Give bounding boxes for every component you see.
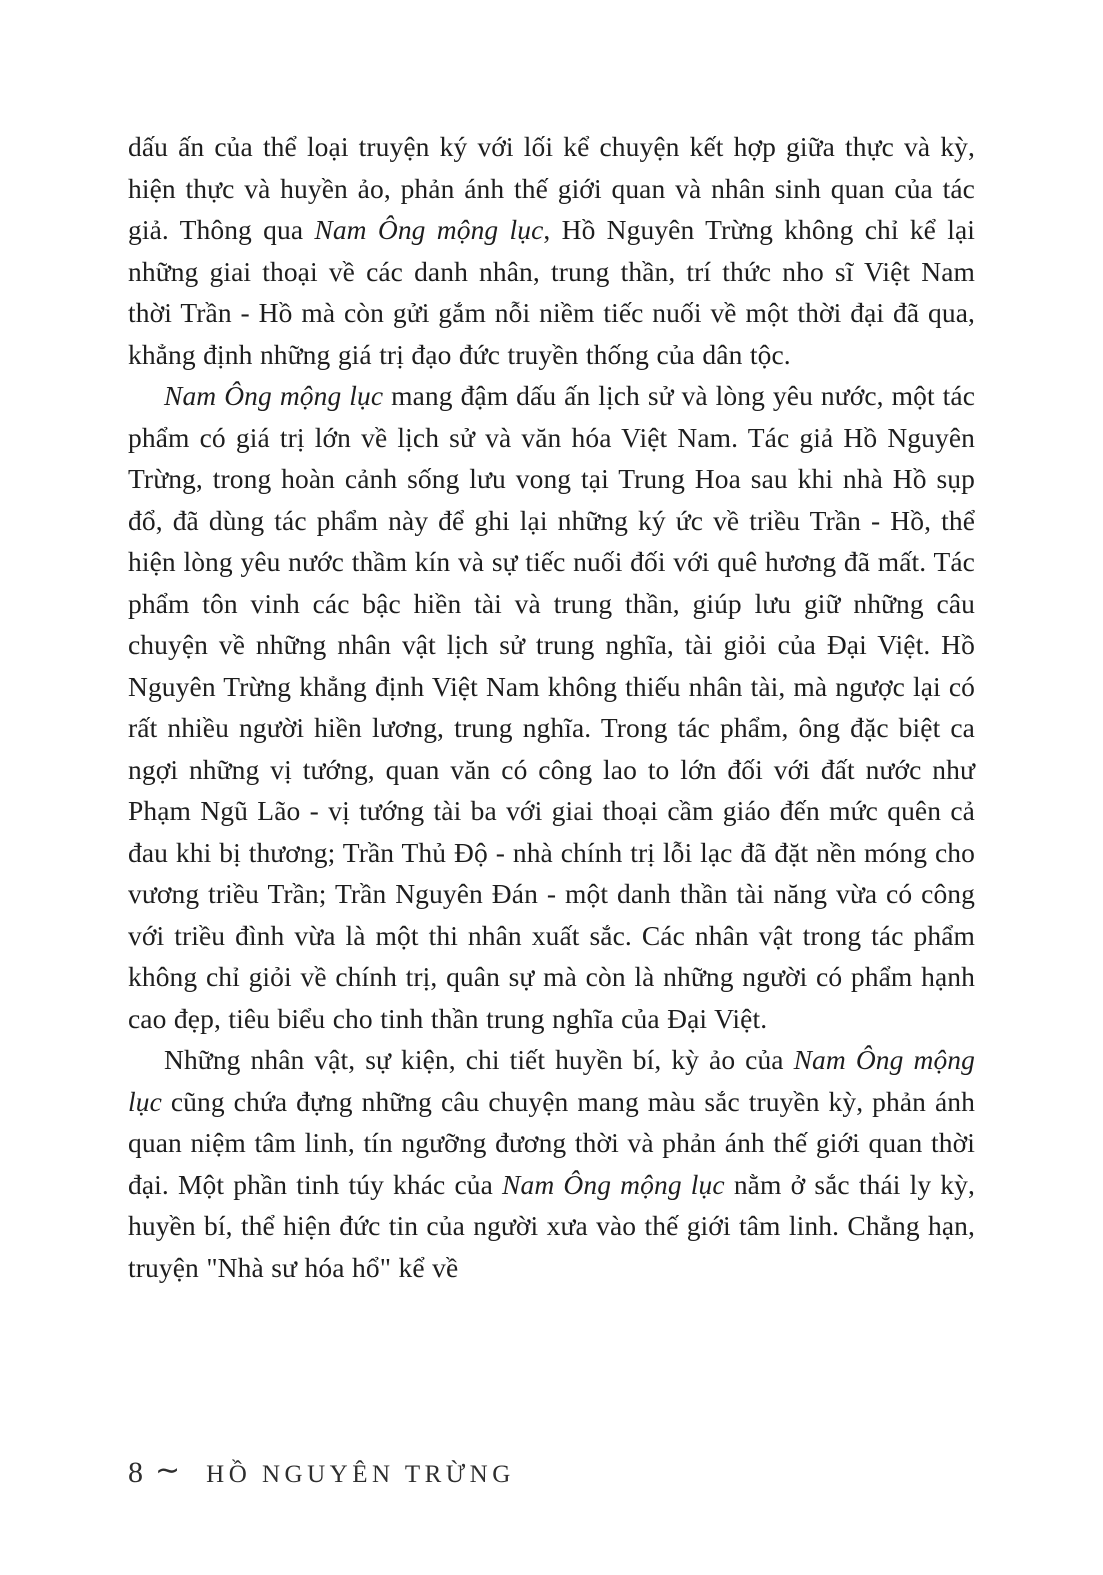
text-segment: dấu ấn của thể loại truyện ký với lối kể chuyện kết hợp giữa thực và kỳ, hiện thực và huyền ảo, phản ánh thế giới quan và nhân sinh quan của tác giả. Thông qua: [128, 131, 975, 245]
book-title-italic: Nam Ông mộng lục: [164, 380, 384, 411]
text-segment: mang đậm dấu ấn lịch sử và lòng yêu nước, một tác phẩm có giá trị lớn về lịch sử và văn hóa Việt Nam. Tác giả Hồ Nguyên Trừng, trong hoàn cảnh sống lưu vong tại Trung Hoa sau khi nhà Hồ sụp đổ, đã dùng tác phẩm này để ghi lại những ký ức về triều Trần - Hồ, thể hiện lòng yêu nước thầm kín và sự tiếc nuối đối với quê hương đã mất. Tác phẩm tôn vinh các bậc hiền tài và trung thần, giúp lưu giữ những câu chuyện về những nhân vật lịch sử trung nghĩa, tài giỏi của Đại Việt. Hồ Nguyên Trừng khẳng định Việt Nam không thiếu nhân tài, mà ngược lại có rất nhiều người hiền lương, trung nghĩa. Trong tác phẩm, ông đặc biệt ca ngợi những vị tướng, quan văn có công lao to lớn đối với đất nước như Phạm Ngũ Lão - vị tướng tài ba với giai thoại cầm giáo đến mức quên cả đau khi bị thương; Trần Thủ Độ - nhà chính trị lỗi lạc đã đặt nền móng cho vương triều Trần; Trần Nguyên Đán - một danh thần tài năng vừa có công với triều đình vừa là một thi nhân xuất sắc. Các nhân vật trong tác phẩm không chỉ giỏi về chính trị, quân sự mà còn là những người có phẩm hạnh cao đẹp, tiêu biểu cho tinh thần trung nghĩa của Đại Việt.: [128, 380, 975, 1034]
text-block: [128, 0, 975, 1288]
text-segment: Những nhân vật, sự kiện, chi tiết huyền bí, kỳ ảo của: [164, 1044, 794, 1075]
text-segment: nằm ở sắc thái ly kỳ, huyền bí, thể hiện đức tin của người xưa vào thế giới tâm linh. Chẳng hạn, truyện "Nhà sư hóa hổ" kể về: [128, 1168, 975, 1283]
page-number: 8: [128, 1456, 143, 1489]
text-segment: cũng chứa đựng những câu chuyện mang màu sắc truyền kỳ, phản ánh quan niệm tâm linh, tín ngưỡng đương thời và phản ánh thế giới quan thời đại. Một phần tinh túy khác của: [128, 1085, 975, 1200]
running-title: HỒ NGUYÊN TRỪNG: [206, 1461, 515, 1488]
swash-separator-icon: ∼: [155, 1453, 181, 1488]
paragraph: [128, 126, 975, 375]
text-segment: , Hồ Nguyên Trừng không chỉ kể lại những giai thoại về các danh nhân, trung thần, trí thức nho sĩ Việt Nam thời Trần - Hồ mà còn gửi gắm nỗi niềm tiếc nuối về một thời đại đã qua, khẳng định những giá trị đạo đức truyền thống của dân tộc.: [128, 214, 975, 370]
page-footer: [128, 1455, 515, 1491]
paragraph: [128, 375, 975, 1039]
book-title-italic: Nam Ông mộng lục: [502, 1168, 725, 1200]
book-title-italic: Nam Ông mộng lục: [314, 214, 544, 245]
paragraph: [128, 1039, 975, 1288]
book-title-italic: Nam Ông mộng lục: [128, 1044, 976, 1117]
